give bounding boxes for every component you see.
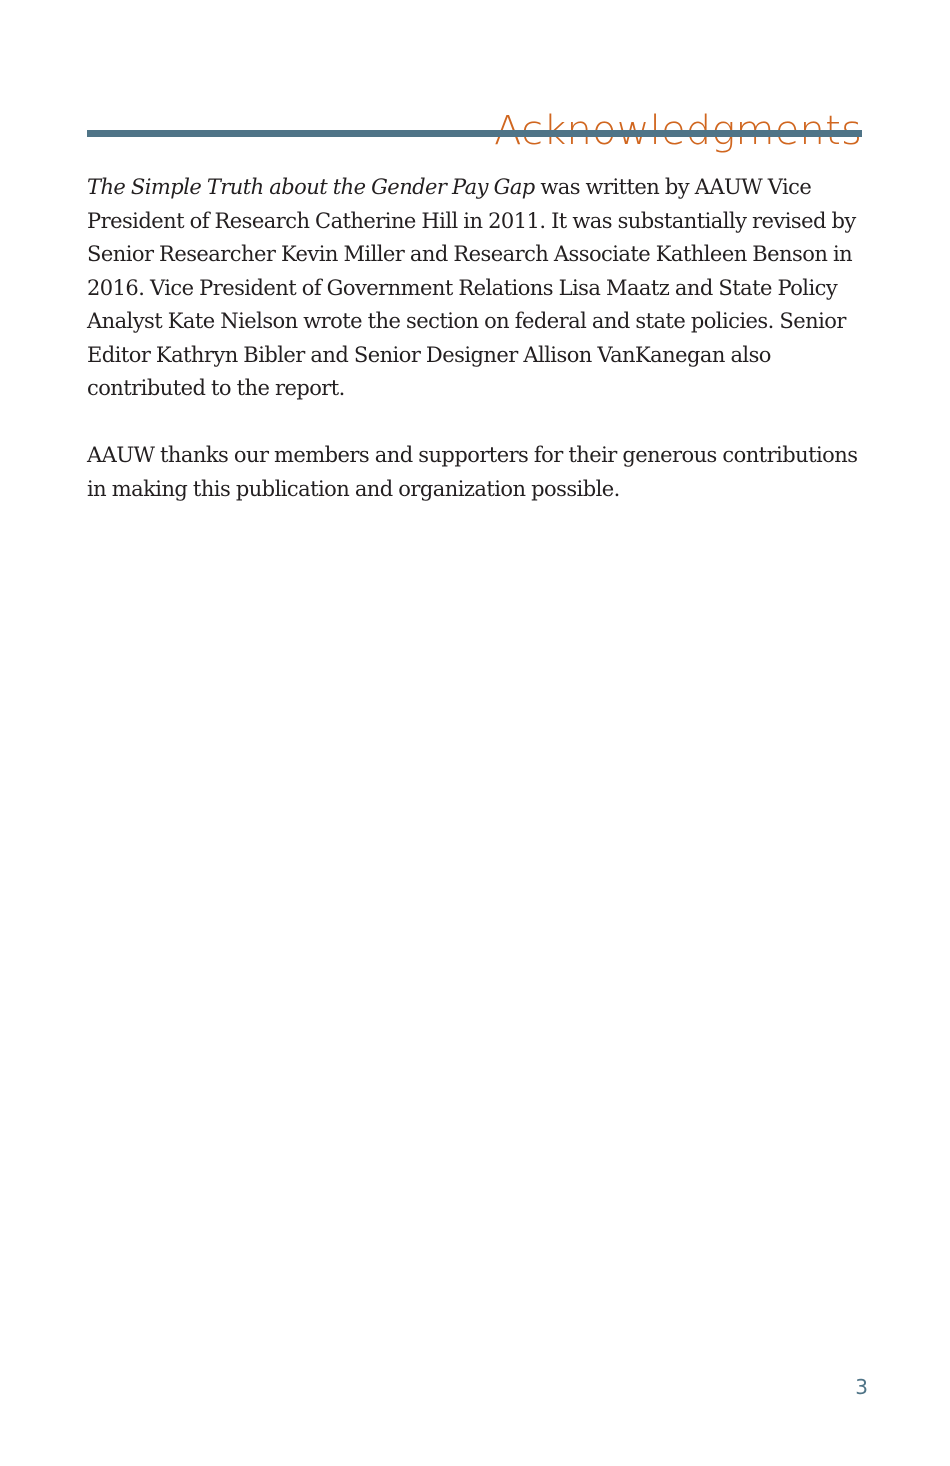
thanks-paragraph bbox=[87, 439, 862, 506]
acknowledgment-paragraph bbox=[87, 171, 862, 406]
page-number: 3 bbox=[855, 1375, 868, 1399]
report-title: The Simple Truth about the Gender Pay Gap bbox=[87, 175, 535, 199]
paragraph-text: was written by AAUW Vice President of Research Catherine Hill in 2011. It was substantially revised by Senior Researcher Kevin Miller and Research Associate Kathleen Benson in 2016. Vice President of Government Relations Lisa Maatz and State Policy Analyst Kate Nielson wrote the section on federal and state policies. Senior Editor Kathryn Bibler and Senior Designer Allison VanKanegan also contributed to the report. bbox=[87, 175, 856, 400]
heading-rule bbox=[87, 130, 862, 137]
body-text bbox=[87, 171, 862, 540]
paragraph-text: AAUW thanks our members and supporters for their generous contributions in making this publication and organization possible. bbox=[87, 443, 858, 501]
